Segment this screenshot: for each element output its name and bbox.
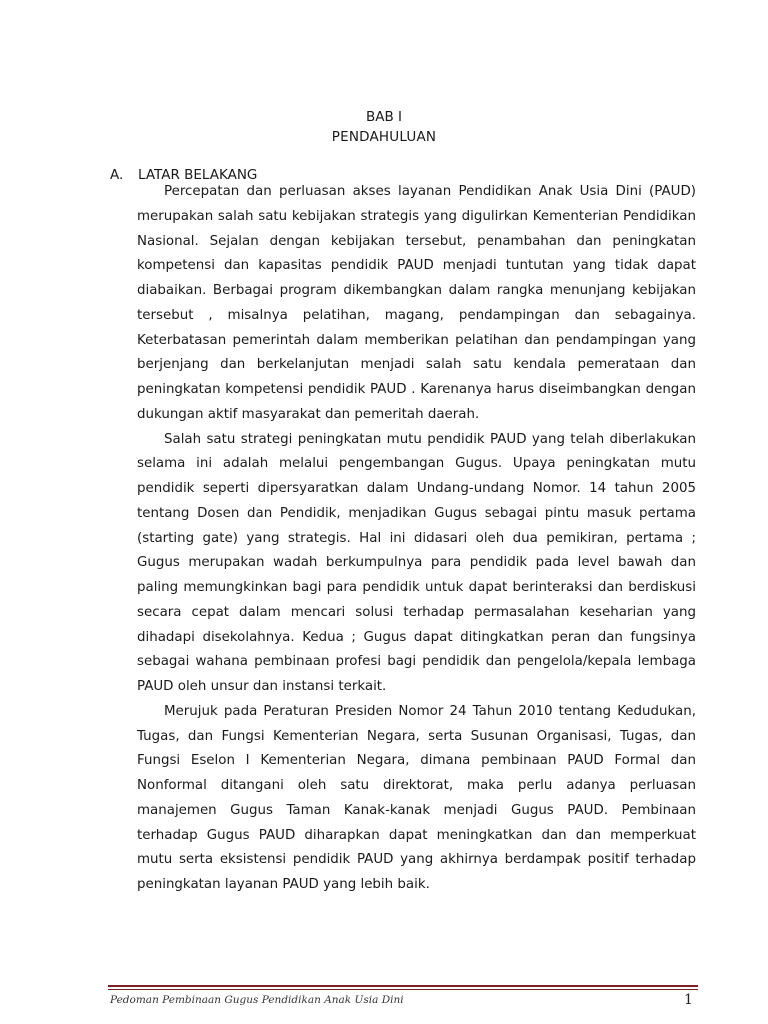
chapter-number: BAB I (365, 109, 403, 125)
paragraph: Percepatan dan perluasan akses layanan Pendidikan Anak Usia Dini (PAUD) merupakan salah satu kebijakan strategis yang digulirkan Kementerian Pendidikan Nasional. Sejalan dengan kebijakan tersebut, penambahan dan peningkatan kompetensi dan kapasitas pendidik PAUD menjadi tuntutan yang tidak dapat diabaikan. Berbagai program dikembangkan dalam rangka menunjang kebijakan tersebut , misalnya pelatihan, magang, pendampingan dan sebagainya. Keterbatasan pemerintah dalam memberikan pelatihan dan pendampingan yang berjenjang dan berkelanjutan menjadi salah satu kendala pemerataan dan peningkatan kompetensi pendidik PAUD . Karenanya harus diseimbangkan dengan dukungan aktif masyarakat dan pemeritah daerah. (137, 184, 696, 422)
chapter-title: PENDAHULUAN (331, 129, 437, 145)
paragraph: Salah satu strategi peningkatan mutu pendidik PAUD yang telah diberlakukan selama ini adalah melalui pengembangan Gugus. Upaya peningkatan mutu pendidik seperti dipersyaratkan dalam Undang-undang Nomor. 14 tahun 2005 tentang Dosen dan Pendidik, menjadikan Gugus sebagai pintu masuk pertama (starting gate) yang strategis. Hal ini didasari oleh dua pemikiran, pertama ; Gugus merupakan wadah berkumpulnya para pendidik pada level bawah dan paling memungkinkan bagi para pendidik untuk dapat berinteraksi dan berdiskusi secara cepat dalam mencari solusi terhadap permasalahan keseharian yang dihadapi disekolahnya. Kedua ; Gugus dapat ditingkatkan peran dan fungsinya sebagai wahana pembinaan profesi bagi pendidik dan pengelola/kepala lembaga PAUD oleh unsur dan instansi terkait. (137, 431, 696, 694)
paragraph: Merujuk pada Peraturan Presiden Nomor 24 Tahun 2010 tentang Kedudukan, Tugas, dan Fungsi Kementerian Negara, serta Susunan Organisasi, Tugas, dan Fungsi Eselon I Kementerian Negara, dimana pembinaan PAUD Formal dan Nonformal ditangani oleh satu direktorat, maka perlu adanya perluasan manajemen Gugus Taman Kanak-kanak menjadi Gugus PAUD. Pembinaan terhadap Gugus PAUD diharapkan dapat meningkatkan dan dan memperkuat mutu serta eksistensi pendidik PAUD yang akhirnya berdampak positif terhadap peningkatan layanan PAUD yang lebih baik. (137, 703, 696, 892)
section-letter: A. (110, 167, 124, 183)
footer-rule (108, 985, 698, 987)
footer-title: Pedoman Pembinaan Gugus Pendidikan Anak Usia Dini (110, 994, 404, 1006)
body-text (137, 180, 696, 898)
section-title: LATAR BELAKANG (138, 167, 258, 183)
footer-rule-thin (108, 989, 698, 990)
page-number: 1 (684, 992, 693, 1008)
